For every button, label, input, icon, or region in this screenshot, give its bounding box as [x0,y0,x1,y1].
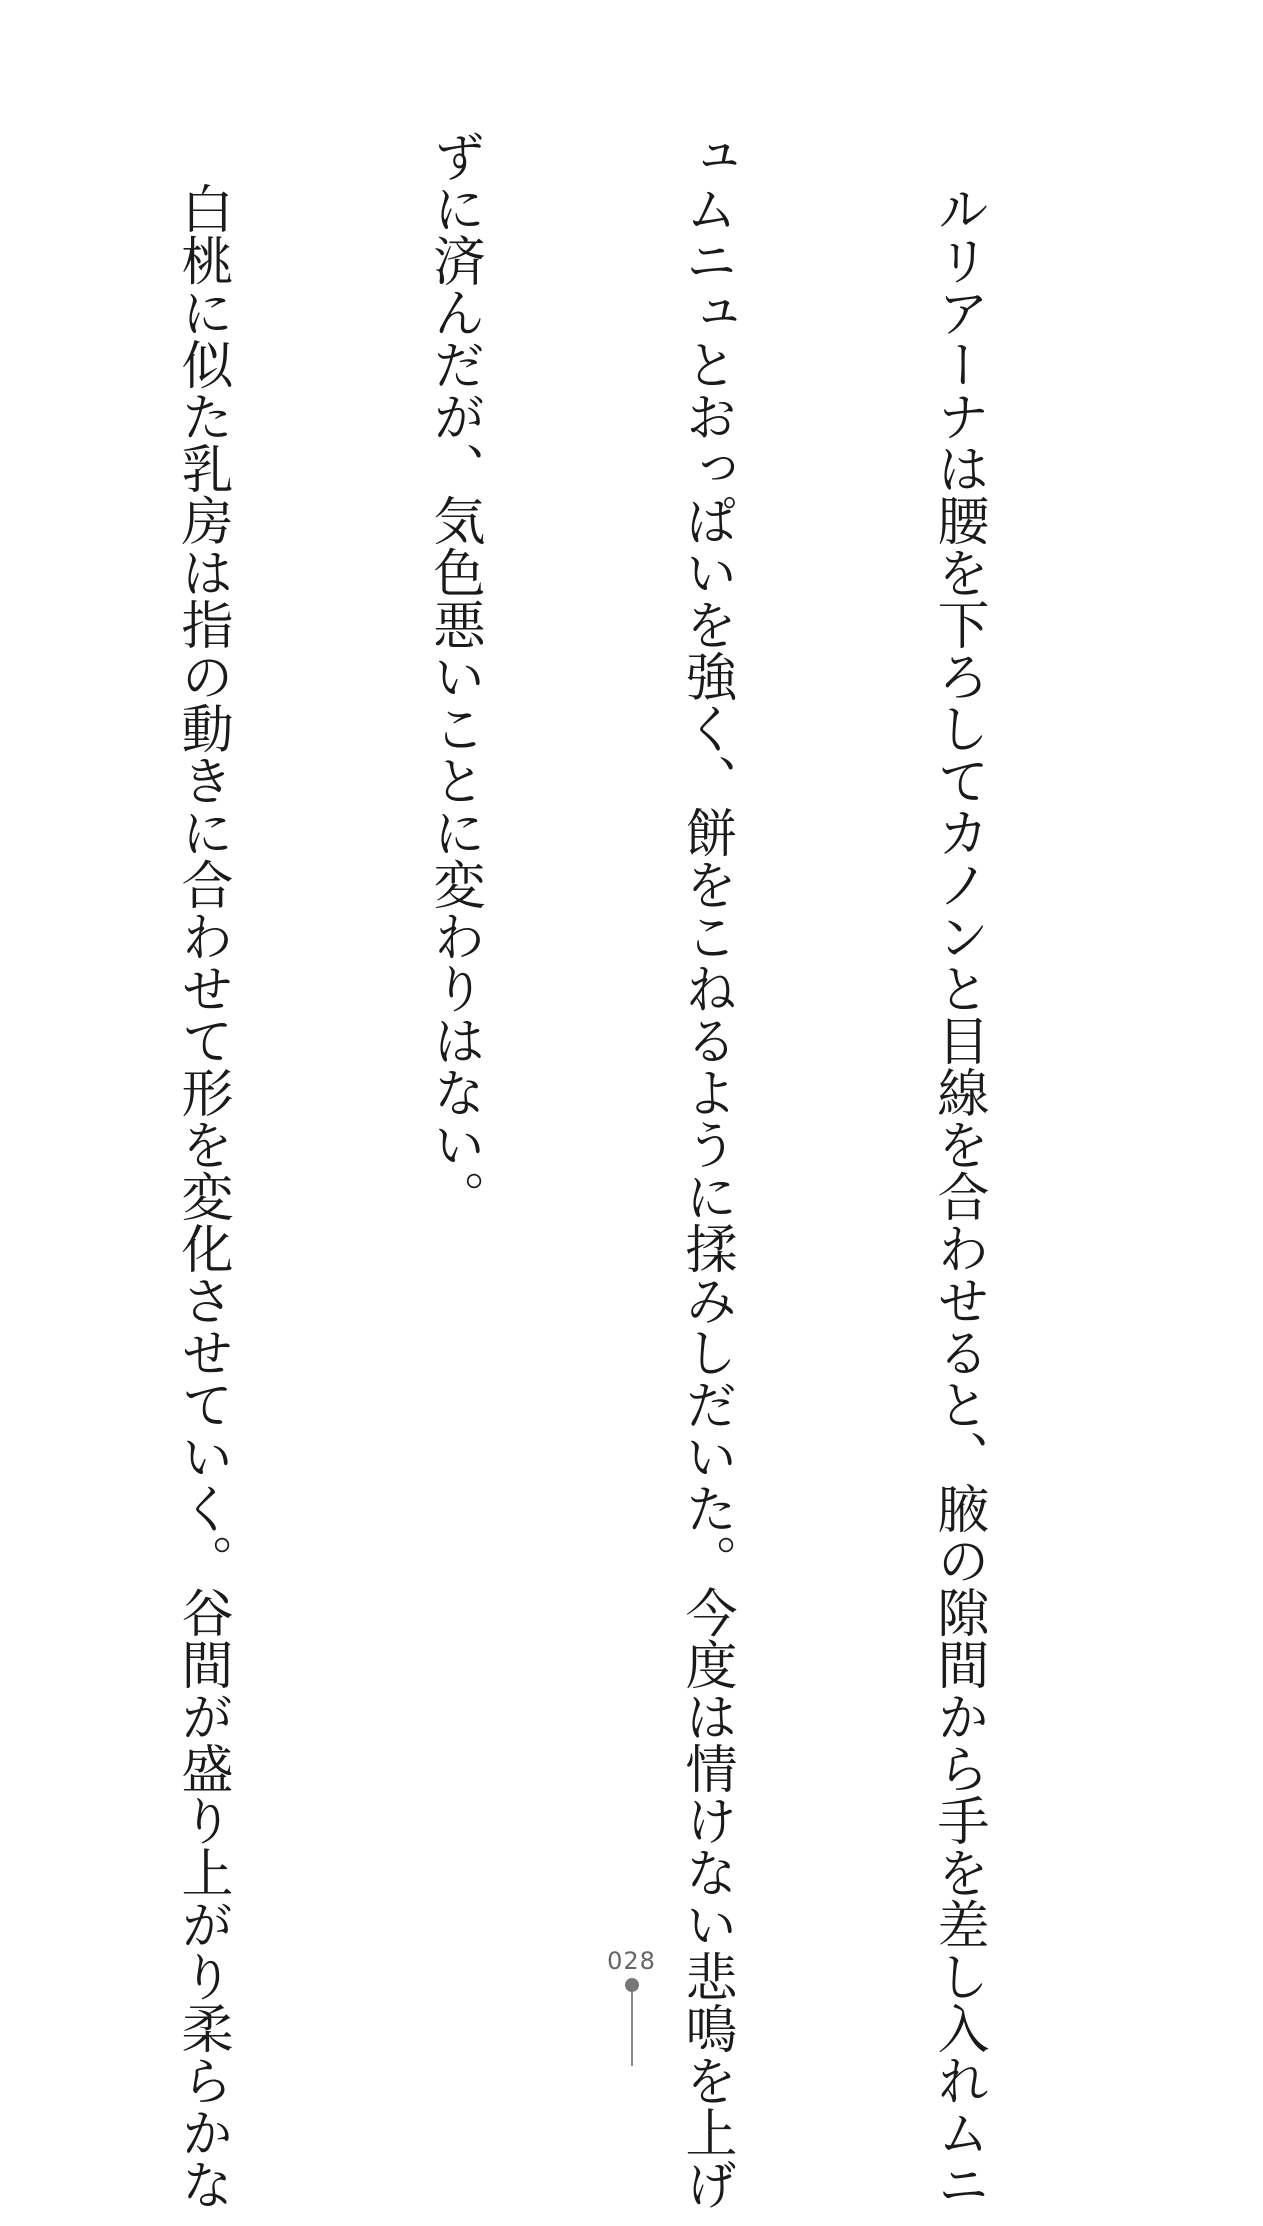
page-number: 028 [607,1947,656,1975]
marker-line [631,1992,633,2066]
marker-dot [625,1978,639,1992]
page-marker-icon [625,1978,639,2066]
text-line: 白桃に似た乳房は指の動きに合わせて形を変化させていく。谷間が盛り上がり柔らかな [172,130,232,2210]
text-line: ずに済んだが、気色悪いことに変わりはない。 [424,130,484,1222]
text-line: ュムニュとおっぱいを強く、餅をこねるように揉みしだいた。今度は情けない悲鳴を上げ [676,130,736,2210]
text-line: ルリアーナは腰を下ろしてカノンと目線を合わせると、腋の隙間から手を差し入れムニ [928,130,988,2210]
